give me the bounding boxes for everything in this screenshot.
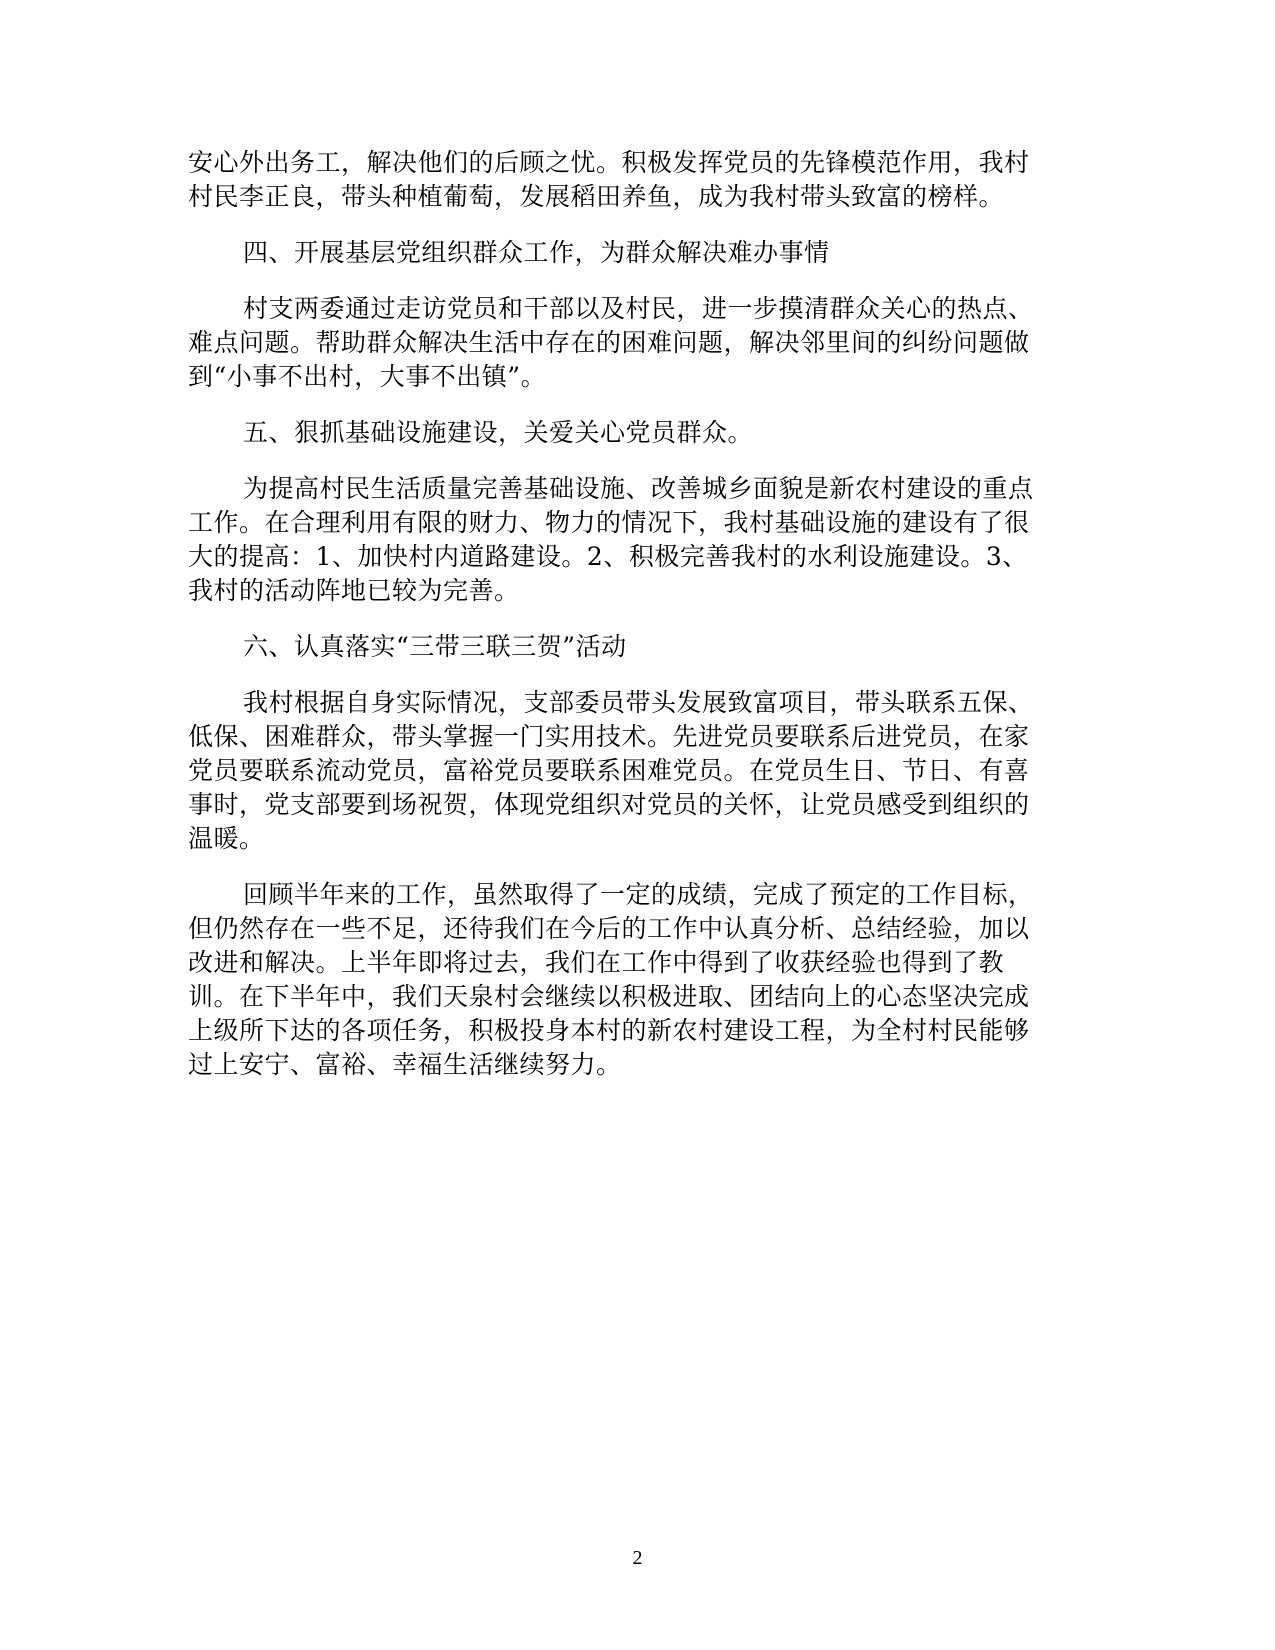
paragraph-8 bbox=[188, 878, 1088, 1082]
paragraph-line: 过上安宁、富裕、幸福生活继续努力。 bbox=[188, 1050, 622, 1079]
paragraph-line: 村民李正良，带头种植葡萄，发展稻田养鱼，成为我村带头致富的榜样。 bbox=[188, 182, 1005, 211]
paragraph-line: 上级所下达的各项任务，积极投身本村的新农村建设工程，为全村村民能够 bbox=[188, 1016, 1030, 1045]
paragraph-line: 村支两委通过走访党员和干部以及村民，进一步摸清群众关心的热点、 bbox=[243, 294, 1034, 323]
paragraph-line: 到“小事不出村，大事不出镇”。 bbox=[188, 362, 547, 391]
paragraph-line: 但仍然存在一些不足，还待我们在今后的工作中认真分析、总结经验，加以 bbox=[188, 914, 1030, 943]
paragraph-7 bbox=[188, 686, 1088, 856]
document-body bbox=[188, 146, 1088, 1104]
paragraph-line: 党员要联系流动党员，富裕党员要联系困难党员。在党员生日、节日、有喜 bbox=[188, 756, 1030, 785]
paragraph-line: 回顾半年来的工作，虽然取得了一定的成绩，完成了预定的工作目标， bbox=[243, 880, 1034, 909]
section-heading-6 bbox=[188, 630, 1088, 664]
paragraph-1 bbox=[188, 146, 1088, 214]
paragraph-line: 难点问题。帮助群众解决生活中存在的困难问题，解决邻里间的纠纷问题做 bbox=[188, 328, 1030, 357]
paragraph-line: 安心外出务工，解决他们的后顾之忧。积极发挥党员的先锋模范作用，我村 bbox=[188, 148, 1030, 177]
page-number: 2 bbox=[632, 1547, 643, 1569]
paragraph-line: 改进和解决。上半年即将过去，我们在工作中得到了收获经验也得到了教 bbox=[188, 948, 1005, 977]
heading-line: 六、认真落实“三带三联三贺”活动 bbox=[243, 632, 627, 661]
paragraph-3 bbox=[188, 292, 1088, 394]
paragraph-line: 我村的活动阵地已较为完善。 bbox=[188, 576, 520, 605]
section-heading-4 bbox=[188, 236, 1088, 270]
paragraph-line: 工作。在合理利用有限的财力、物力的情况下，我村基础设施的建设有了很 bbox=[188, 508, 1030, 537]
paragraph-line: 低保、困难群众，带头掌握一门实用技术。先进党员要联系后进党员，在家 bbox=[188, 722, 1030, 751]
paragraph-line: 训。在下半年中，我们天泉村会继续以积极进取、团结向上的心态坚决完成 bbox=[188, 982, 1030, 1011]
heading-line: 五、狠抓基础设施建设，关爱关心党员群众。 bbox=[243, 418, 754, 447]
section-heading-5 bbox=[188, 416, 1088, 450]
heading-line: 四、开展基层党组织群众工作，为群众解决难办事情 bbox=[243, 238, 830, 267]
paragraph-line: 事时，党支部要到场祝贺，体现党组织对党员的关怀，让党员感受到组织的 bbox=[188, 790, 1030, 819]
paragraph-line: 大的提高：1、加快村内道路建设。2、积极完善我村的水利设施建设。3、 bbox=[188, 542, 1028, 571]
paragraph-line: 我村根据自身实际情况，支部委员带头发展致富项目，带头联系五保、 bbox=[243, 688, 1034, 717]
paragraph-line: 为提高村民生活质量完善基础设施、改善城乡面貌是新农村建设的重点 bbox=[243, 474, 1034, 503]
paragraph-5 bbox=[188, 472, 1088, 608]
paragraph-line: 温暖。 bbox=[188, 824, 265, 853]
